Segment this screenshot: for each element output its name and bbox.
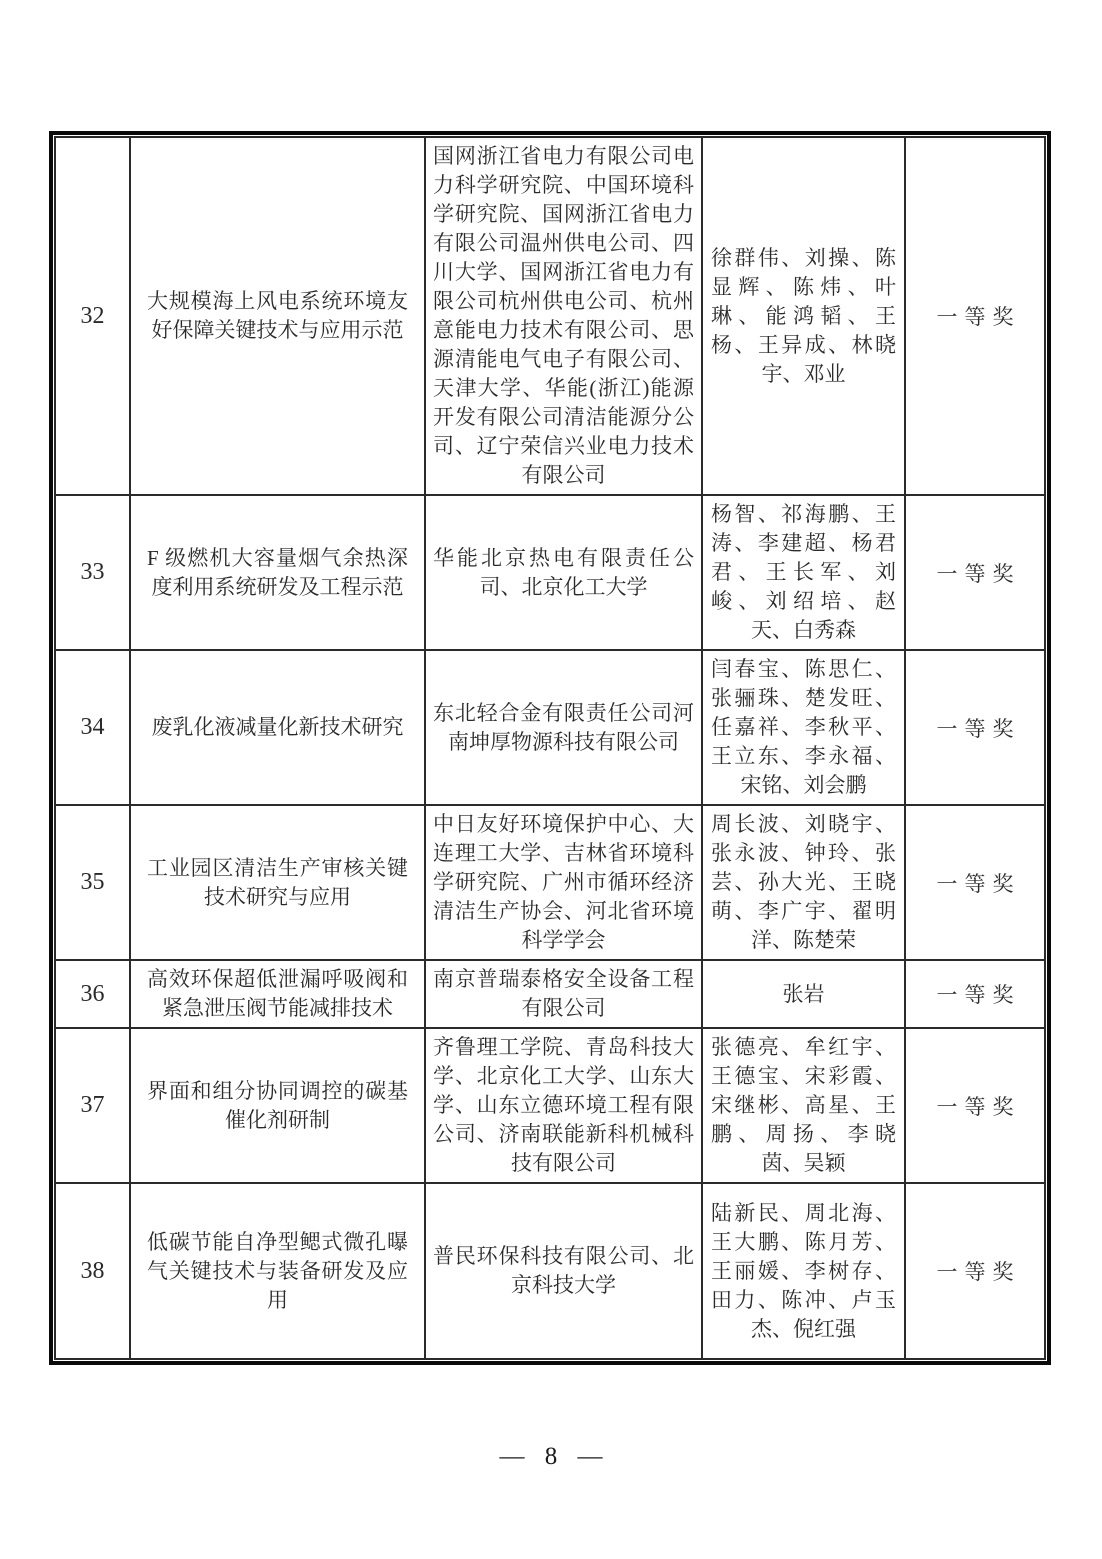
recipients-cell: 徐群伟、刘操、陈显辉、陈炜、叶琳、能鸿韬、王杨、王异成、林晓宇、邓业 [702, 137, 905, 495]
row-number-cell: 33 [55, 495, 130, 650]
row-number-cell: 34 [55, 650, 130, 805]
table-row [55, 960, 1045, 1028]
row-number-cell: 36 [55, 960, 130, 1028]
project-title-cell: 废乳化液减量化新技术研究 [130, 650, 425, 805]
project-title-cell: 界面和组分协同调控的碳基催化剂研制 [130, 1028, 425, 1183]
row-number-cell: 35 [55, 805, 130, 960]
organizations-cell: 南京普瑞泰格安全设备工程有限公司 [425, 960, 702, 1028]
project-title-cell: 低碳节能自净型鳃式微孔曝气关键技术与装备研发及应用 [130, 1183, 425, 1359]
page-number: — 8 — [499, 1443, 603, 1470]
award-level-cell: 一等奖 [905, 495, 1045, 650]
recipients-cell: 杨智、祁海鹏、王涛、李建超、杨君君、王长军、刘峻、刘绍培、赵天、白秀森 [702, 495, 905, 650]
recipients-cell: 闫春宝、陈思仁、张骊珠、楚发旺、任嘉祥、李秋平、王立东、李永福、宋铭、刘会鹏 [702, 650, 905, 805]
table-row [55, 1183, 1045, 1359]
table-row [55, 495, 1045, 650]
row-number-cell: 38 [55, 1183, 130, 1359]
table-row [55, 1028, 1045, 1183]
recipients-cell: 周长波、刘晓宇、张永波、钟玲、张芸、孙大光、王晓萌、李广宇、翟明洋、陈楚荣 [702, 805, 905, 960]
awards-table-container [49, 131, 1051, 1365]
organizations-cell: 华能北京热电有限责任公司、北京化工大学 [425, 495, 702, 650]
row-number-cell: 37 [55, 1028, 130, 1183]
table-row [55, 650, 1045, 805]
organizations-cell: 普民环保科技有限公司、北京科技大学 [425, 1183, 702, 1359]
recipients-cell: 陆新民、周北海、王大鹏、陈月芳、王丽媛、李树存、田力、陈冲、卢玉杰、倪红强 [702, 1183, 905, 1359]
award-level-cell: 一等奖 [905, 137, 1045, 495]
award-level-cell: 一等奖 [905, 1028, 1045, 1183]
award-level-cell: 一等奖 [905, 650, 1045, 805]
row-number-cell: 32 [55, 137, 130, 495]
project-title-cell: 高效环保超低泄漏呼吸阀和紧急泄压阀节能减排技术 [130, 960, 425, 1028]
organizations-cell: 国网浙江省电力有限公司电力科学研究院、中国环境科学研究院、国网浙江省电力有限公司温州供电公司、四川大学、国网浙江省电力有限公司杭州供电公司、杭州意能电力技术有限公司、思源清能电气电子有限公司、天津大学、华能(浙江)能源开发有限公司清洁能源分公司、辽宁荣信兴业电力技术有限公司 [425, 137, 702, 495]
organizations-cell: 中日友好环境保护中心、大连理工大学、吉林省环境科学研究院、广州市循环经济清洁生产协会、河北省环境科学学会 [425, 805, 702, 960]
award-level-cell: 一等奖 [905, 960, 1045, 1028]
project-title-cell: 大规模海上风电系统环境友好保障关键技术与应用示范 [130, 137, 425, 495]
organizations-cell: 齐鲁理工学院、青岛科技大学、北京化工大学、山东大学、山东立德环境工程有限公司、济南联能新科机械科技有限公司 [425, 1028, 702, 1183]
recipients-cell: 张德亮、牟红宇、王德宝、宋彩霞、宋继彬、高星、王鹏、周扬、李晓茵、吴颖 [702, 1028, 905, 1183]
awards-table [54, 136, 1046, 1360]
table-row [55, 805, 1045, 960]
project-title-cell: 工业园区清洁生产审核关键技术研究与应用 [130, 805, 425, 960]
project-title-cell: F 级燃机大容量烟气余热深度利用系统研发及工程示范 [130, 495, 425, 650]
award-level-cell: 一等奖 [905, 805, 1045, 960]
recipients-cell: 张岩 [702, 960, 905, 1028]
table-row [55, 137, 1045, 495]
organizations-cell: 东北轻合金有限责任公司河南坤厚物源科技有限公司 [425, 650, 702, 805]
award-level-cell: 一等奖 [905, 1183, 1045, 1359]
